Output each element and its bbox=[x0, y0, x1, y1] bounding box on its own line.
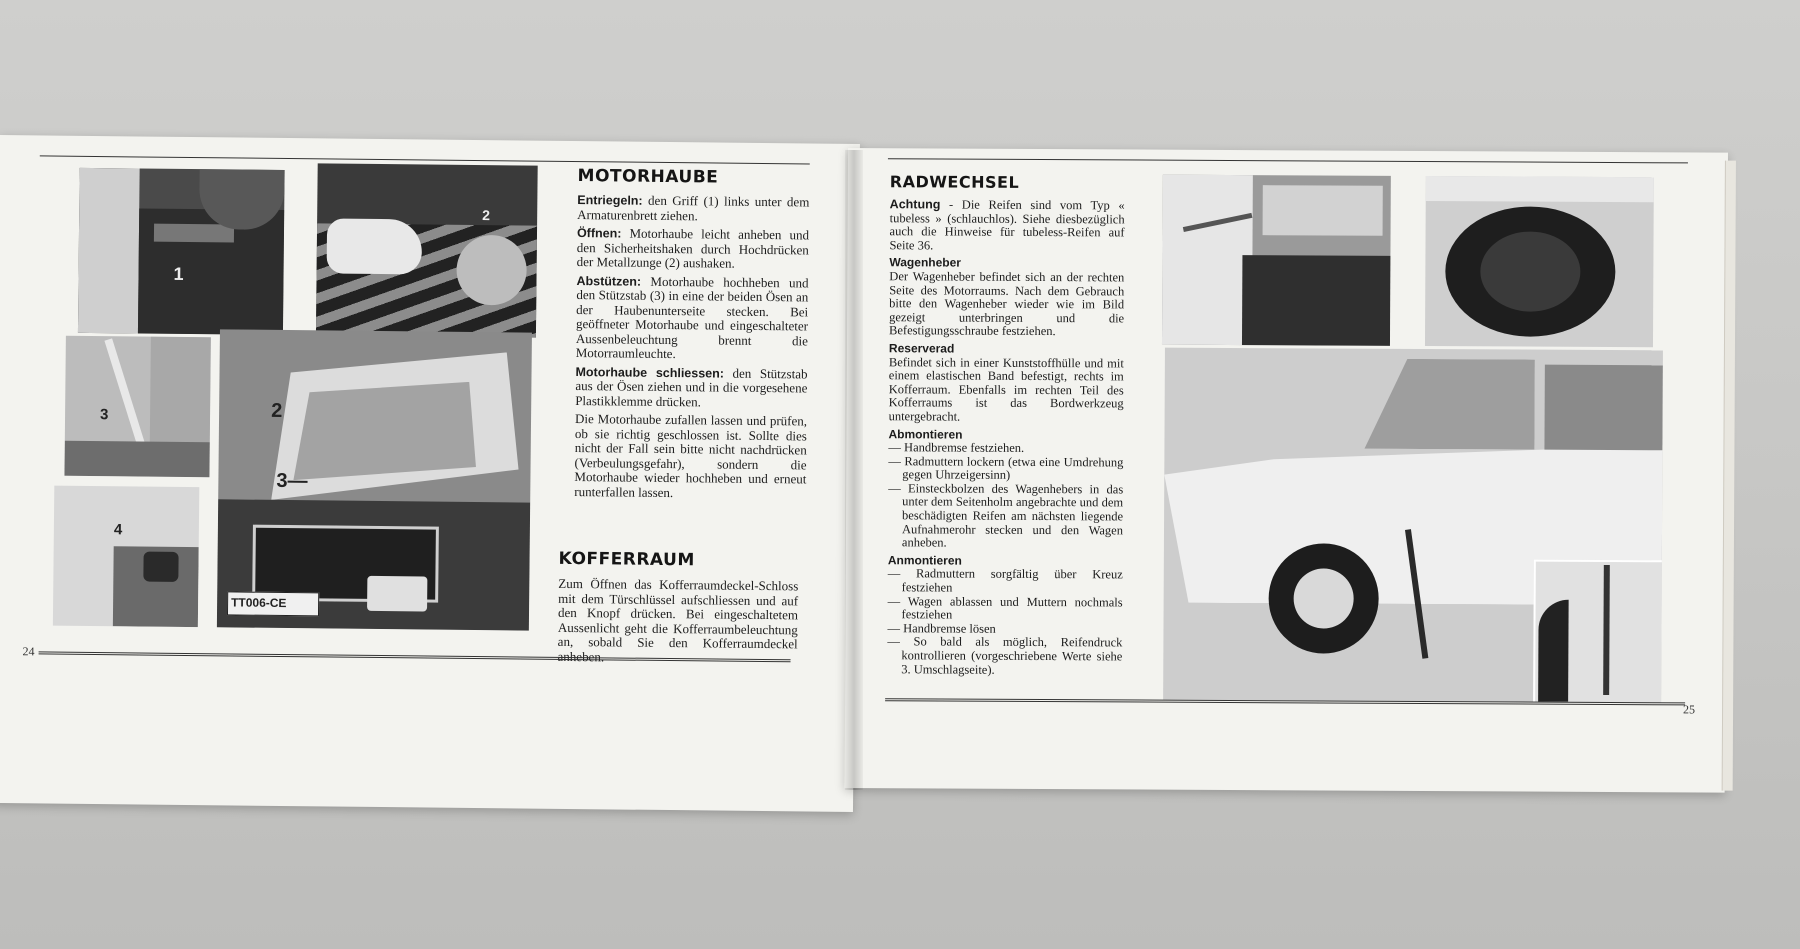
heading-radwechsel: RADWECHSEL bbox=[889, 172, 1020, 192]
achtung-text: - Die Reifen sind vom Typ « tubeless » (schlauchlos). Siehe diesbezüglich auch die Hinweise für tubeless-Reifen auf Seite 36. bbox=[889, 197, 1125, 253]
closing-text: Die Motorhaube zufallen lassen und prüfen, ob sie richtig geschlossen ist. Sollte dies nicht der Fall sein bitte nicht nachdrücken (Verbeulungsgefahr), sondern die Motorhaube wieder hochheben und erneut runterfallen lassen. bbox=[574, 411, 808, 500]
callout-2-small: 2 bbox=[482, 207, 491, 224]
kofferraum-text: Zum Öffnen das Kofferraumdeckel-Schloss mit dem Türschlüssel aufschliessen und auf den Knopf drücken. Bei eingeschaltetem Aussenlicht geht die Kofferraumbeleuchtung an, sobald Sie den Kofferraumdeckel anheben. bbox=[557, 575, 799, 664]
callout-plate: TT006-CE bbox=[231, 595, 287, 611]
callout-1: 1 bbox=[173, 263, 184, 284]
achtung-label: Achtung bbox=[889, 197, 941, 212]
top-rule-right bbox=[888, 158, 1688, 163]
radwechsel-text bbox=[887, 198, 1125, 677]
abstuetzen-text: Motorhaube hochheben und den Stützstab (3) in eine der beiden Ösen an der Haubenunterseite stecken. Bei geöffneter Motorhaube und eingeschalteter Aussenbeleuchtung brennt die Motorraumleuchte. bbox=[575, 273, 809, 362]
anmontieren-list bbox=[887, 568, 1123, 678]
schliessen-label: Motorhaube schliessen: bbox=[575, 364, 725, 381]
list-item: — Einsteckbolzen des Wagenhebers in das unter dem Seitenholm angebrachte und dem beschädigten Reifen am nächsten liegende Aufnahmerohr stecken und den Wagen anheben. bbox=[888, 481, 1124, 550]
top-rule bbox=[40, 155, 810, 164]
heading-motorhaube: MOTORHAUBE bbox=[577, 166, 719, 188]
schliessen-text: den Stützstab aus der Ösen ziehen und in die vorgesehene Plastikklemme drücken. bbox=[575, 365, 808, 409]
anmontieren-label: Anmontieren bbox=[887, 553, 962, 568]
list-item: — Radmuttern sorgfältig über Kreuz festziehen bbox=[887, 566, 1123, 595]
callout-3-large: 3— bbox=[276, 469, 308, 493]
photo-release-handle bbox=[78, 168, 285, 335]
callout-2-large: 2 bbox=[271, 399, 283, 422]
oeffnen-text: Motorhaube leicht anheben und den Sicherheitshaken durch Hochdrücken der Metallzunge (2) aushaken. bbox=[576, 225, 810, 271]
oeffnen-label: Öffnen: bbox=[576, 226, 622, 241]
abstuetzen-label: Abstützen: bbox=[576, 273, 642, 289]
wagenheber-text: Der Wagenheber befindet sich an der rechten Seite des Motorraums. Nach dem Gebrauch bitte den Wagenheber wieder wie im Bild gezeigt unterbringen und die Befestigungsschraube festziehen. bbox=[889, 269, 1125, 339]
list-item: — Wagen ablassen und Muttern nochmals festziehen bbox=[887, 593, 1123, 622]
photo-hood-latch bbox=[316, 163, 538, 337]
photo-car-open-hood bbox=[217, 329, 532, 630]
abmontieren-label: Abmontieren bbox=[888, 426, 963, 442]
photo-spare-wheel bbox=[1425, 176, 1654, 347]
abmontieren-list bbox=[888, 441, 1124, 551]
reserverad-text: Befindet sich in einer Kunststoffhülle und mit einem elastischen Band befestigt, rechts im Kofferraum. Ebenfalls im rechten Teil des Kofferraums ist das Bordwerkzeug untergebracht. bbox=[888, 354, 1124, 424]
page-edge bbox=[1722, 161, 1736, 791]
entriegeln-text: den Griff (1) links unter dem Armaturenbrett ziehen. bbox=[577, 192, 810, 223]
reserverad-label: Reserverad bbox=[888, 341, 955, 356]
list-item: — Handbremse festziehen. bbox=[888, 440, 1025, 456]
page-number-right: 25 bbox=[1683, 702, 1696, 717]
left-page bbox=[0, 135, 860, 812]
callout-3-small: 3 bbox=[99, 406, 109, 424]
photo-car-jack bbox=[1163, 348, 1663, 703]
page-number-left: 24 bbox=[22, 644, 35, 659]
callout-4: 4 bbox=[113, 521, 123, 539]
motorhaube-text bbox=[574, 193, 809, 505]
wagenheber-label: Wagenheber bbox=[889, 255, 962, 270]
list-item: — So bald als möglich, Reifendruck kontrollieren (vorgeschriebene Werte siehe 3. Umschlagseite). bbox=[887, 634, 1123, 677]
photo-support-rod bbox=[64, 336, 210, 478]
heading-kofferraum: KOFFERRAUM bbox=[558, 548, 695, 571]
photo-jack-engine-bay bbox=[1162, 175, 1391, 346]
list-item: — Radmuttern lockern (etwa eine Umdrehung gegen Uhrzeigersinn) bbox=[888, 453, 1124, 483]
photo-engine-light bbox=[53, 486, 199, 628]
right-page bbox=[845, 148, 1728, 793]
entriegeln-label: Entriegeln: bbox=[577, 193, 643, 208]
list-item: — Handbremse lösen bbox=[887, 621, 996, 636]
